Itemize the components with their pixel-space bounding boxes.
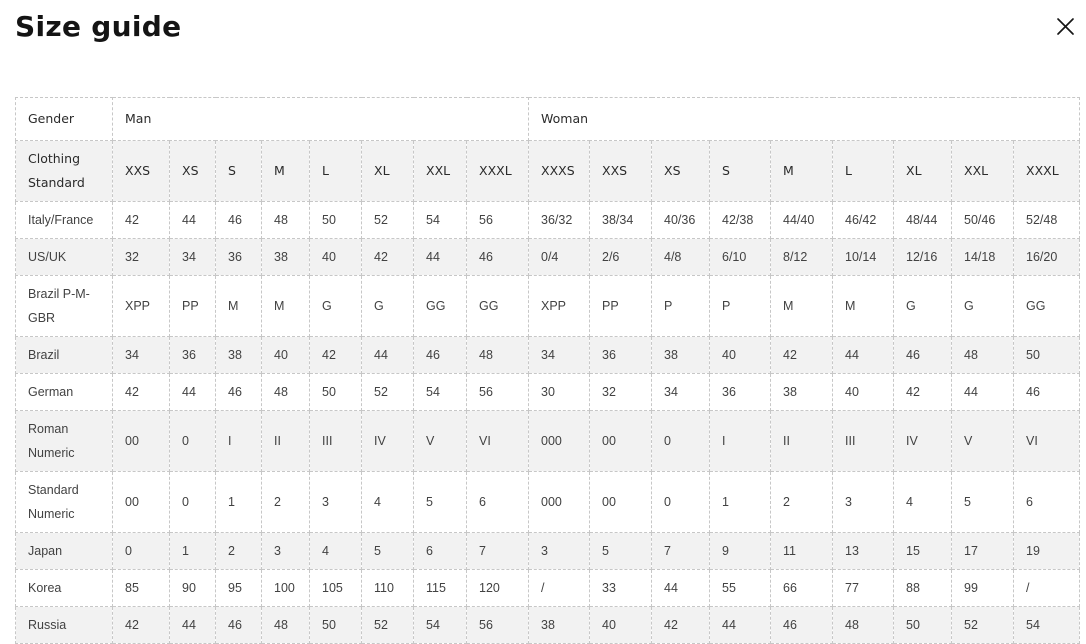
man-size-cell: XXS	[113, 141, 170, 202]
woman-size-cell: 48	[833, 607, 894, 644]
man-size-cell: M	[216, 276, 262, 337]
woman-size-cell: /	[529, 570, 590, 607]
woman-size-cell: 40	[710, 337, 771, 374]
man-size-cell: 48	[262, 374, 310, 411]
man-section-header: Man	[113, 98, 529, 141]
woman-size-cell: 19	[1014, 533, 1080, 570]
size-guide-table	[15, 97, 1080, 644]
man-size-cell: GG	[414, 276, 467, 337]
woman-section-header: Woman	[529, 98, 1080, 141]
man-size-cell: 56	[467, 374, 529, 411]
woman-size-cell: 32	[590, 374, 652, 411]
man-size-cell: PP	[170, 276, 216, 337]
woman-size-cell: 46/42	[833, 202, 894, 239]
woman-size-cell: 0	[652, 472, 710, 533]
woman-size-cell: 2	[771, 472, 833, 533]
woman-size-cell: 16/20	[1014, 239, 1080, 276]
woman-size-cell: 42	[771, 337, 833, 374]
woman-size-cell: 38	[652, 337, 710, 374]
woman-size-cell: 40	[833, 374, 894, 411]
size-table-body	[16, 98, 1080, 644]
woman-size-cell: S	[710, 141, 771, 202]
woman-size-cell: P	[710, 276, 771, 337]
man-size-cell: 3	[262, 533, 310, 570]
man-size-cell: 54	[414, 374, 467, 411]
man-size-cell: 52	[362, 374, 414, 411]
woman-size-cell: 52	[952, 607, 1014, 644]
woman-size-cell: 30	[529, 374, 590, 411]
man-size-cell: 6	[414, 533, 467, 570]
row-label: Clothing Standard	[16, 141, 113, 202]
woman-size-cell: 66	[771, 570, 833, 607]
woman-size-cell: 11	[771, 533, 833, 570]
page-title: Size guide	[15, 10, 182, 43]
man-size-cell: 105	[310, 570, 362, 607]
modal-header	[0, 0, 1086, 97]
woman-size-cell: II	[771, 411, 833, 472]
woman-size-cell: 44	[652, 570, 710, 607]
man-size-cell: 42	[362, 239, 414, 276]
woman-size-cell: 44	[710, 607, 771, 644]
man-size-cell: 44	[170, 202, 216, 239]
woman-size-cell: 48	[952, 337, 1014, 374]
woman-size-cell: 5	[590, 533, 652, 570]
man-size-cell: 5	[414, 472, 467, 533]
woman-size-cell: 1	[710, 472, 771, 533]
woman-size-cell: 88	[894, 570, 952, 607]
woman-size-cell: 55	[710, 570, 771, 607]
woman-size-cell: 14/18	[952, 239, 1014, 276]
woman-size-cell: 17	[952, 533, 1014, 570]
woman-size-cell: V	[952, 411, 1014, 472]
woman-size-cell: 77	[833, 570, 894, 607]
woman-size-cell: 44	[952, 374, 1014, 411]
man-size-cell: II	[262, 411, 310, 472]
man-size-cell: I	[216, 411, 262, 472]
man-size-cell: 38	[262, 239, 310, 276]
man-size-cell: 120	[467, 570, 529, 607]
woman-size-cell: 38	[771, 374, 833, 411]
woman-size-cell: 46	[1014, 374, 1080, 411]
man-size-cell: 46	[216, 202, 262, 239]
man-size-cell: 44	[170, 374, 216, 411]
woman-size-cell: VI	[1014, 411, 1080, 472]
woman-size-cell: 44/40	[771, 202, 833, 239]
woman-size-cell: 40	[590, 607, 652, 644]
man-size-cell: XS	[170, 141, 216, 202]
man-size-cell: 2	[216, 533, 262, 570]
row-label: Brazil P-M-GBR	[16, 276, 113, 337]
woman-size-cell: 38	[529, 607, 590, 644]
woman-size-cell: 46	[771, 607, 833, 644]
size-row	[16, 607, 1080, 644]
man-size-cell: 36	[216, 239, 262, 276]
man-size-cell: 56	[467, 607, 529, 644]
woman-size-cell: 000	[529, 411, 590, 472]
woman-size-cell: 42	[652, 607, 710, 644]
man-size-cell: G	[362, 276, 414, 337]
woman-size-cell: 8/12	[771, 239, 833, 276]
man-size-cell: 0	[113, 533, 170, 570]
woman-size-cell: 6	[1014, 472, 1080, 533]
woman-size-cell: 40/36	[652, 202, 710, 239]
size-row	[16, 472, 1080, 533]
man-size-cell: G	[310, 276, 362, 337]
man-size-cell: L	[310, 141, 362, 202]
man-size-cell: 100	[262, 570, 310, 607]
man-size-cell: 42	[310, 337, 362, 374]
woman-size-cell: 0/4	[529, 239, 590, 276]
size-row	[16, 337, 1080, 374]
man-size-cell: 34	[170, 239, 216, 276]
man-size-cell: 52	[362, 202, 414, 239]
man-size-cell: M	[262, 141, 310, 202]
man-size-cell: 56	[467, 202, 529, 239]
man-size-cell: GG	[467, 276, 529, 337]
man-size-cell: XXXL	[467, 141, 529, 202]
man-size-cell: 52	[362, 607, 414, 644]
man-size-cell: 1	[216, 472, 262, 533]
row-label: US/UK	[16, 239, 113, 276]
woman-size-cell: 50/46	[952, 202, 1014, 239]
woman-size-cell: 36	[590, 337, 652, 374]
man-size-cell: 110	[362, 570, 414, 607]
woman-size-cell: 10/14	[833, 239, 894, 276]
gender-header-row	[16, 98, 1080, 141]
row-label: Roman Numeric	[16, 411, 113, 472]
row-label: Italy/France	[16, 202, 113, 239]
man-size-cell: V	[414, 411, 467, 472]
size-row	[16, 411, 1080, 472]
woman-size-cell: 9	[710, 533, 771, 570]
man-size-cell: 6	[467, 472, 529, 533]
man-size-cell: 5	[362, 533, 414, 570]
man-size-cell: 50	[310, 202, 362, 239]
woman-size-cell: I	[710, 411, 771, 472]
woman-size-cell: 0	[652, 411, 710, 472]
size-row	[16, 570, 1080, 607]
woman-size-cell: 000	[529, 472, 590, 533]
woman-size-cell: 00	[590, 411, 652, 472]
man-size-cell: 48	[262, 202, 310, 239]
man-size-cell: 115	[414, 570, 467, 607]
woman-size-cell: 4	[894, 472, 952, 533]
woman-size-cell: PP	[590, 276, 652, 337]
man-size-cell: 90	[170, 570, 216, 607]
woman-size-cell: L	[833, 141, 894, 202]
man-size-cell: 46	[216, 607, 262, 644]
woman-size-cell: 33	[590, 570, 652, 607]
woman-size-cell: XXS	[590, 141, 652, 202]
man-size-cell: 44	[170, 607, 216, 644]
man-size-cell: 42	[113, 374, 170, 411]
man-size-cell: 48	[467, 337, 529, 374]
man-size-cell: 54	[414, 202, 467, 239]
man-size-cell: 32	[113, 239, 170, 276]
size-row	[16, 239, 1080, 276]
woman-size-cell: GG	[1014, 276, 1080, 337]
woman-size-cell: XXXL	[1014, 141, 1080, 202]
woman-size-cell: 12/16	[894, 239, 952, 276]
man-size-cell: XPP	[113, 276, 170, 337]
woman-size-cell: XPP	[529, 276, 590, 337]
man-size-cell: 36	[170, 337, 216, 374]
man-size-cell: 46	[467, 239, 529, 276]
woman-size-cell: 46	[894, 337, 952, 374]
woman-size-cell: III	[833, 411, 894, 472]
woman-size-cell: M	[833, 276, 894, 337]
man-size-cell: 44	[362, 337, 414, 374]
man-size-cell: 42	[113, 607, 170, 644]
woman-size-cell: 3	[529, 533, 590, 570]
woman-size-cell: 15	[894, 533, 952, 570]
man-size-cell: 42	[113, 202, 170, 239]
row-label: German	[16, 374, 113, 411]
man-size-cell: XXL	[414, 141, 467, 202]
woman-size-cell: 50	[894, 607, 952, 644]
woman-size-cell: 13	[833, 533, 894, 570]
woman-size-cell: XS	[652, 141, 710, 202]
man-size-cell: M	[262, 276, 310, 337]
woman-size-cell: 7	[652, 533, 710, 570]
man-size-cell: 3	[310, 472, 362, 533]
man-size-cell: 46	[414, 337, 467, 374]
man-size-cell: S	[216, 141, 262, 202]
man-size-cell: 4	[362, 472, 414, 533]
row-label: Korea	[16, 570, 113, 607]
man-size-cell: 50	[310, 374, 362, 411]
man-size-cell: 40	[262, 337, 310, 374]
man-size-cell: 54	[414, 607, 467, 644]
woman-size-cell: 52/48	[1014, 202, 1080, 239]
woman-size-cell: XXXS	[529, 141, 590, 202]
man-size-cell: 0	[170, 472, 216, 533]
row-label: Japan	[16, 533, 113, 570]
man-size-cell: 95	[216, 570, 262, 607]
man-size-cell: 1	[170, 533, 216, 570]
row-label: Standard Numeric	[16, 472, 113, 533]
man-size-cell: XL	[362, 141, 414, 202]
man-size-cell: 4	[310, 533, 362, 570]
woman-size-cell: XL	[894, 141, 952, 202]
close-icon	[1056, 17, 1075, 36]
man-size-cell: III	[310, 411, 362, 472]
man-size-cell: 0	[170, 411, 216, 472]
woman-size-cell: 34	[652, 374, 710, 411]
man-size-cell: 44	[414, 239, 467, 276]
woman-size-cell: 54	[1014, 607, 1080, 644]
woman-size-cell: G	[894, 276, 952, 337]
woman-size-cell: 36	[710, 374, 771, 411]
woman-size-cell: 48/44	[894, 202, 952, 239]
size-row	[16, 374, 1080, 411]
woman-size-cell: 42	[894, 374, 952, 411]
man-size-cell: 34	[113, 337, 170, 374]
woman-size-cell: M	[771, 276, 833, 337]
woman-size-cell: 36/32	[529, 202, 590, 239]
man-size-cell: 50	[310, 607, 362, 644]
close-button[interactable]	[1052, 13, 1078, 39]
man-size-cell: IV	[362, 411, 414, 472]
clothing-standard-row	[16, 141, 1080, 202]
man-size-cell: 00	[113, 472, 170, 533]
man-size-cell: 2	[262, 472, 310, 533]
man-size-cell: 48	[262, 607, 310, 644]
woman-size-cell: 34	[529, 337, 590, 374]
size-row	[16, 533, 1080, 570]
gender-label-cell: Gender	[16, 98, 113, 141]
woman-size-cell: 50	[1014, 337, 1080, 374]
man-size-cell: 40	[310, 239, 362, 276]
woman-size-cell: XXL	[952, 141, 1014, 202]
woman-size-cell: 99	[952, 570, 1014, 607]
row-label: Russia	[16, 607, 113, 644]
woman-size-cell: P	[652, 276, 710, 337]
size-row	[16, 202, 1080, 239]
woman-size-cell: /	[1014, 570, 1080, 607]
row-label: Brazil	[16, 337, 113, 374]
woman-size-cell: M	[771, 141, 833, 202]
woman-size-cell: 2/6	[590, 239, 652, 276]
woman-size-cell: 38/34	[590, 202, 652, 239]
woman-size-cell: IV	[894, 411, 952, 472]
woman-size-cell: G	[952, 276, 1014, 337]
woman-size-cell: 5	[952, 472, 1014, 533]
woman-size-cell: 00	[590, 472, 652, 533]
man-size-cell: 7	[467, 533, 529, 570]
woman-size-cell: 42/38	[710, 202, 771, 239]
size-row	[16, 276, 1080, 337]
man-size-cell: 38	[216, 337, 262, 374]
man-size-cell: 46	[216, 374, 262, 411]
man-size-cell: VI	[467, 411, 529, 472]
man-size-cell: 00	[113, 411, 170, 472]
woman-size-cell: 4/8	[652, 239, 710, 276]
man-size-cell: 85	[113, 570, 170, 607]
woman-size-cell: 44	[833, 337, 894, 374]
woman-size-cell: 6/10	[710, 239, 771, 276]
woman-size-cell: 3	[833, 472, 894, 533]
